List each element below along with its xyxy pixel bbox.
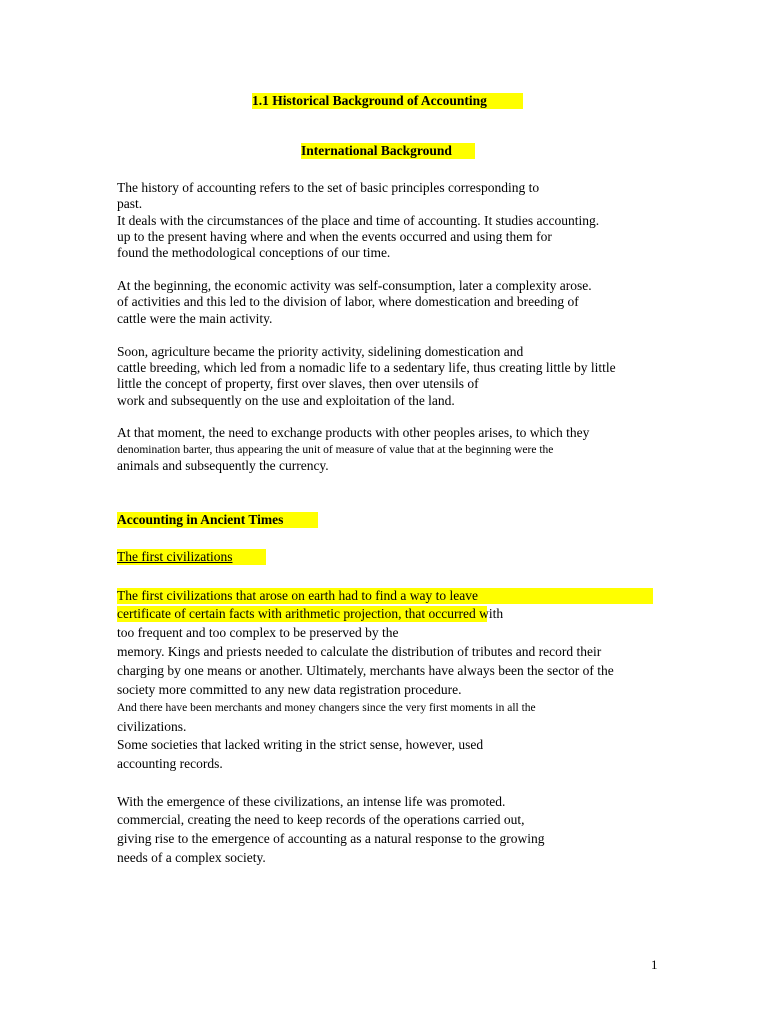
paragraph-3-line-4: work and subsequently on the use and exploitation of the land. xyxy=(117,393,455,408)
paragraph-5-line-9: Some societies that lacked writing in the strict sense, however, used xyxy=(117,737,484,752)
paragraph-5-line-5: charging by one means or another. Ultimately, merchants have always been the sector of the xyxy=(117,663,614,678)
paragraph-3-line-2: cattle breeding, which led from a nomadic life to a sedentary life, thus creating little by little xyxy=(117,360,616,375)
page-number: 1 xyxy=(651,957,658,972)
paragraph-2-line-3: cattle were the main activity. xyxy=(117,311,273,326)
paragraph-5-line-6: society more committed to any new data registration procedure. xyxy=(117,682,462,697)
paragraph-2-line-1: At the beginning, the economic activity was self-consumption, later a complexity arose. xyxy=(117,278,592,293)
paragraph-6-line-4: needs of a complex society. xyxy=(117,850,266,865)
paragraph-6-line-1: With the emergence of these civilizations, an intense life was promoted. xyxy=(117,794,506,809)
paragraph-1-line-4: up to the present having where and when the events occurred and using them for xyxy=(117,229,552,244)
paragraph-6-line-3: giving rise to the emergence of accounting as a natural response to the growing xyxy=(117,831,545,846)
paragraph-5-line-2: certificate of certain facts with arithmetic projection, that occurred with xyxy=(117,606,504,621)
paragraph-1-line-5: found the methodological conceptions of our time. xyxy=(117,245,391,260)
paragraph-1-line-2: past. xyxy=(117,196,143,211)
subheading-first-civilizations: The first civilizations xyxy=(117,549,266,565)
paragraph-4-line-3: animals and subsequently the currency. xyxy=(117,458,329,473)
paragraph-1-line-1: The history of accounting refers to the set of basic principles corresponding to xyxy=(117,180,540,195)
paragraph-4-line-1: At that moment, the need to exchange products with other peoples arises, to which they xyxy=(117,425,590,440)
paragraph-2-line-2: of activities and this led to the division of labor, where domestication and breeding of xyxy=(117,294,579,309)
paragraph-3-line-3: little the concept of property, first over slaves, then over utensils of xyxy=(117,376,479,391)
paragraph-5-line-3: too frequent and too complex to be preserved by the xyxy=(117,625,399,640)
paragraph-4-line-2: denomination barter, thus appearing the unit of measure of value that at the beginning were the xyxy=(117,444,554,456)
paragraph-1-line-3: It deals with the circumstances of the place and time of accounting. It studies accounting. xyxy=(117,213,600,228)
section-heading-international: International Background xyxy=(301,143,475,159)
paragraph-5-line-8: civilizations. xyxy=(117,719,187,734)
section-heading-ancient-times: Accounting in Ancient Times xyxy=(117,512,318,528)
paragraph-5-line-7: And there have been merchants and money changers since the very first moments in all the xyxy=(117,702,536,714)
paragraph-5-line-4: memory. Kings and priests needed to calculate the distribution of tributes and record their xyxy=(117,644,602,659)
paragraph-3-line-1: Soon, agriculture became the priority activity, sidelining domestication and xyxy=(117,344,524,359)
paragraph-6-line-2: commercial, creating the need to keep records of the operations carried out, xyxy=(117,812,525,827)
paragraph-5-line-10: accounting records. xyxy=(117,756,223,771)
page-title: 1.1 Historical Background of Accounting xyxy=(252,93,523,109)
paragraph-5-line-1: The first civilizations that arose on earth had to find a way to leave xyxy=(117,588,653,604)
